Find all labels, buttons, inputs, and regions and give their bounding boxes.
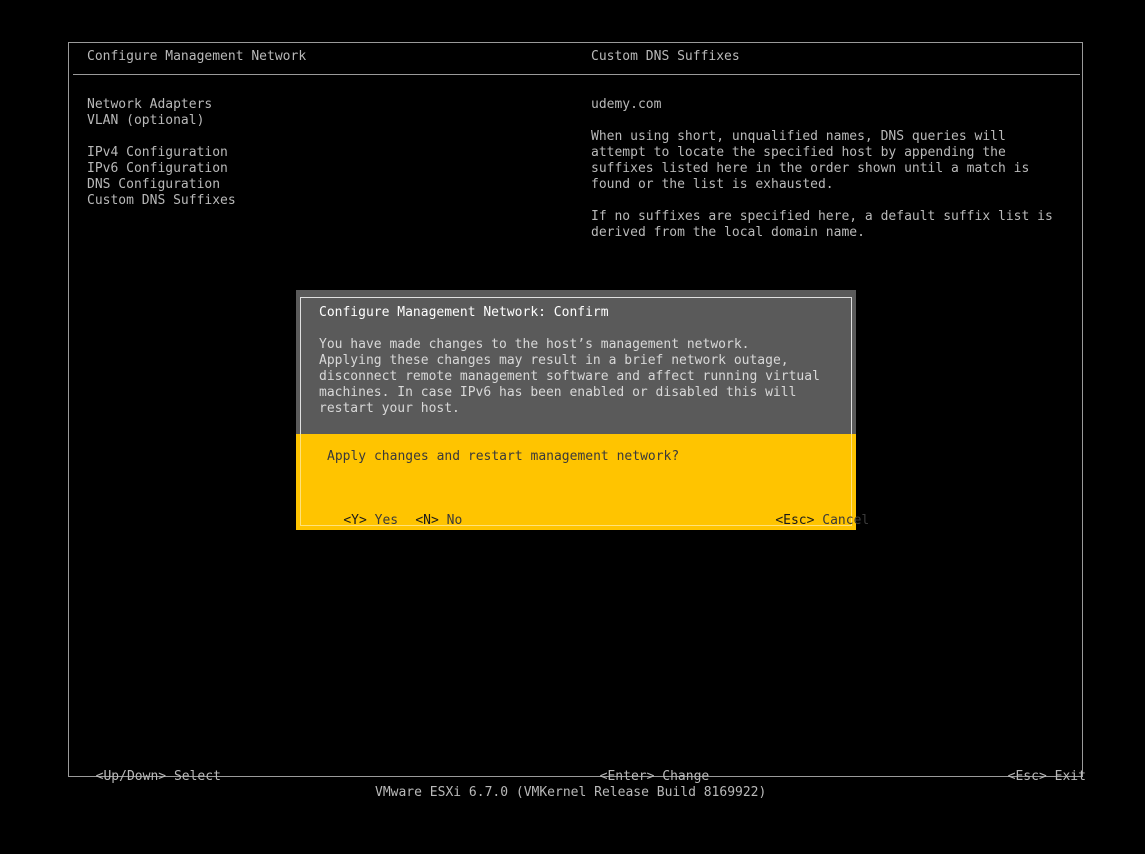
description-line: If no suffixes are specified here, a default suffix list is (591, 209, 1053, 224)
menu-item-dns-configuration[interactable]: DNS Configuration (87, 177, 221, 192)
footer-select-hint (80, 753, 221, 785)
dialog-body-line: Applying these changes may result in a brief network outage, (319, 353, 789, 368)
dns-suffix-value: udemy.com (591, 97, 662, 112)
select-label: Select (173, 769, 221, 784)
menu-item-ipv4-configuration[interactable]: IPv4 Configuration (87, 145, 228, 160)
select-key: <Up/Down> (95, 769, 167, 784)
version-string: VMware ESXi 6.7.0 (VMKernel Release Build 8169922) (375, 785, 767, 800)
menu-item-vlan[interactable]: VLAN (optional) (87, 113, 205, 128)
change-key: <Enter> (599, 769, 655, 784)
dialog-title: Configure Management Network: Confirm (319, 305, 609, 320)
cancel-button[interactable] (744, 497, 869, 545)
menu-item-custom-dns-suffixes[interactable]: Custom DNS Suffixes (87, 193, 236, 208)
confirm-dialog (296, 290, 870, 530)
change-label: Change (662, 769, 710, 784)
header-divider (73, 74, 1080, 75)
dialog-body-line: You have made changes to the host’s management network. (319, 337, 750, 352)
footer-change-hint (584, 753, 709, 785)
exit-label: Exit (1054, 769, 1086, 784)
yes-label: Yes (374, 513, 399, 528)
description-line: suffixes listed here in the order shown until a match is (591, 161, 1030, 176)
description-line: derived from the local domain name. (591, 225, 865, 240)
dialog-body-line: disconnect remote management software and affect running virtual (319, 369, 820, 384)
detail-title: Custom DNS Suffixes (591, 49, 740, 64)
exit-key: <Esc> (1007, 769, 1047, 784)
dialog-question: Apply changes and restart management network? (327, 449, 680, 464)
dialog-body-line: machines. In case IPv6 has been enabled or disabled this will (319, 385, 797, 400)
cancel-label: Cancel (822, 513, 870, 528)
description-line: attempt to locate the specified host by appending the (591, 145, 1006, 160)
description-line: When using short, unqualified names, DNS queries will (591, 129, 1006, 144)
no-label: No (446, 513, 463, 528)
menu-item-ipv6-configuration[interactable]: IPv6 Configuration (87, 161, 228, 176)
footer-exit-hint (992, 753, 1086, 785)
no-key: <N> (415, 513, 439, 528)
no-button[interactable] (384, 497, 462, 545)
cancel-key: <Esc> (775, 513, 815, 528)
window-title: Configure Management Network (87, 49, 307, 64)
dialog-body-line: restart your host. (319, 401, 460, 416)
description-line: found or the list is exhausted. (591, 177, 834, 192)
yes-key: <Y> (343, 513, 367, 528)
menu-item-network-adapters[interactable]: Network Adapters (87, 97, 213, 112)
